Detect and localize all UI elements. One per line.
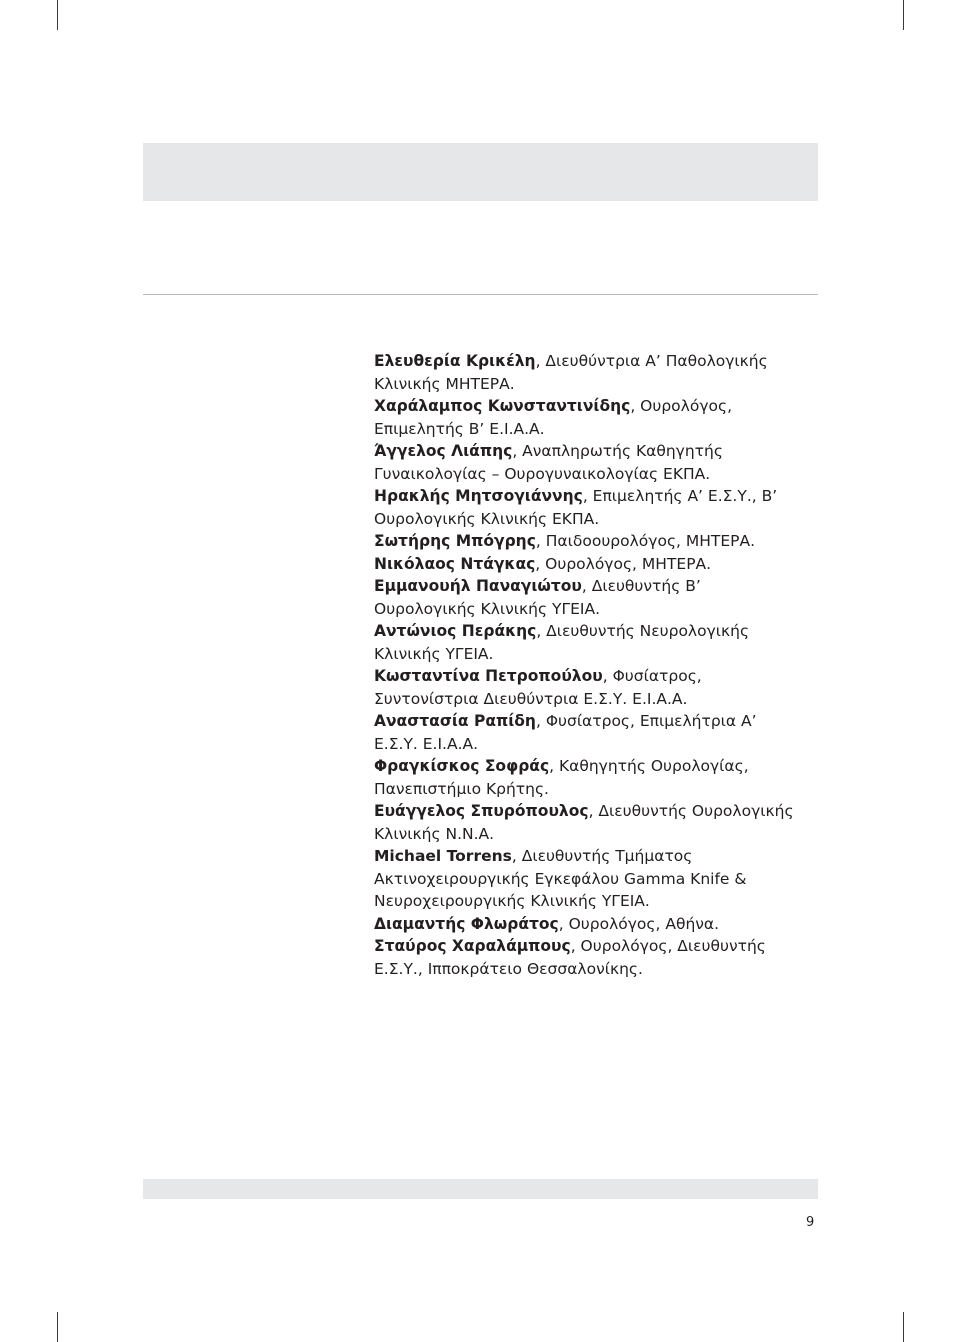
contributor-name: Εμμανουήλ Παναγιώτου <box>374 577 582 595</box>
contributor-role: , Διευθυντής Ουρολογικής Κλινικής Ν.Ν.Α. <box>374 802 794 843</box>
contributor-name: Κωσταντίνα Πετροπούλου <box>374 667 603 685</box>
contributor-entry <box>374 665 794 710</box>
contributors-list <box>374 350 794 980</box>
crop-mark-bottom-right <box>903 1312 904 1342</box>
contributor-name: Ηρακλής Μητσογιάννης <box>374 487 583 505</box>
contributor-entry <box>374 845 794 913</box>
contributor-name: Διαμαντής Φλωράτος <box>374 914 559 933</box>
contributor-role: , Φυσίατρος, Επιμελήτρια Α’ Ε.Σ.Υ. Ε.Ι.Α.Α. <box>374 712 757 753</box>
footer-band <box>143 1179 818 1199</box>
contributor-name: Άγγελος Λιάπης <box>374 442 513 460</box>
contributor-name: Michael Torrens <box>374 847 512 865</box>
contributor-name: Φραγκίσκος Σοφράς <box>374 757 550 775</box>
contributor-role: , Ουρολόγος, ΜΗΤΕΡΑ. <box>535 554 712 573</box>
contributor-entry <box>374 710 794 755</box>
contributor-name: Σωτήρης Μπόγρης <box>374 532 536 550</box>
contributor-entry <box>374 913 794 936</box>
contributor-name: Ευάγγελος Σπυρόπουλος <box>374 802 589 820</box>
contributor-role: , Διευθυντής Νευρολογικής Κλινικής ΥΓΕΙΑ. <box>374 622 750 663</box>
page-number: 9 <box>806 1215 815 1230</box>
contributor-role: , Επιμελητής Α’ Ε.Σ.Υ., Β’ Ουρολογικής Κλινικής ΕΚΠΑ. <box>374 487 778 528</box>
contributor-entry <box>374 620 794 665</box>
contributor-entry <box>374 440 794 485</box>
contributor-name: Νικόλαος Ντάγκας <box>374 554 536 573</box>
contributor-name: Σταύρος Χαραλάμπους <box>374 937 571 955</box>
crop-mark-top-right <box>903 0 904 30</box>
contributor-name: Χαράλαμπος Κωνσταντινίδης <box>374 397 631 415</box>
contributor-entry <box>374 800 794 845</box>
contributor-role: , Ουρολόγος, Αθήνα. <box>558 914 720 933</box>
contributor-entry <box>374 935 794 980</box>
contributor-entry <box>374 485 794 530</box>
crop-mark-top-left <box>57 0 58 30</box>
contributor-entry <box>374 553 794 576</box>
contributor-role: , Διευθύντρια Α’ Παθολογικής Κλινικής ΜΗΤΕΡΑ. <box>374 352 768 393</box>
contributor-role: , Διευθυντής Β’ Ουρολογικής Κλινικής ΥΓΕΙΑ. <box>374 577 701 618</box>
crop-mark-bottom-left <box>57 1312 58 1342</box>
divider-rule <box>143 294 818 295</box>
contributor-role: , Ουρολόγος, Διευθυντής Ε.Σ.Υ., Ιπποκράτειο Θεσσαλονίκης. <box>374 937 766 978</box>
contributor-role: , Διευθυντής Τμήματος Ακτινοχειρουργικής Εγκεφάλου Gamma Knife & Νευροχειρουργικής Κλινικής ΥΓΕΙΑ. <box>374 847 747 910</box>
contributor-role: , Παιδοουρολόγος, ΜΗΤΕΡΑ. <box>535 532 756 550</box>
contributor-role: , Καθηγητής Ουρολογίας, Πανεπιστήμιο Κρήτης. <box>374 757 749 798</box>
contributor-role: , Ουρολόγος, Επιμελητής Β’ Ε.Ι.Α.Α. <box>374 397 732 438</box>
contributor-entry <box>374 575 794 620</box>
contributor-name: Ελευθερία Κρικέλη <box>374 352 536 370</box>
header-band <box>143 143 818 201</box>
contributor-entry <box>374 395 794 440</box>
contributor-role: , Φυσίατρος, Συντονίστρια Διευθύντρια Ε.Σ.Υ. Ε.Ι.Α.Α. <box>374 667 702 708</box>
contributor-entry <box>374 530 794 553</box>
contributor-name: Αντώνιος Περάκης <box>374 622 537 640</box>
contributor-role: , Αναπληρωτής Καθηγητής Γυναικολογίας – Ουρογυναικολογίας ΕΚΠΑ. <box>374 442 723 483</box>
contributor-name: Αναστασία Ραπίδη <box>374 712 536 730</box>
contributor-entry <box>374 350 794 395</box>
contributor-entry <box>374 755 794 800</box>
